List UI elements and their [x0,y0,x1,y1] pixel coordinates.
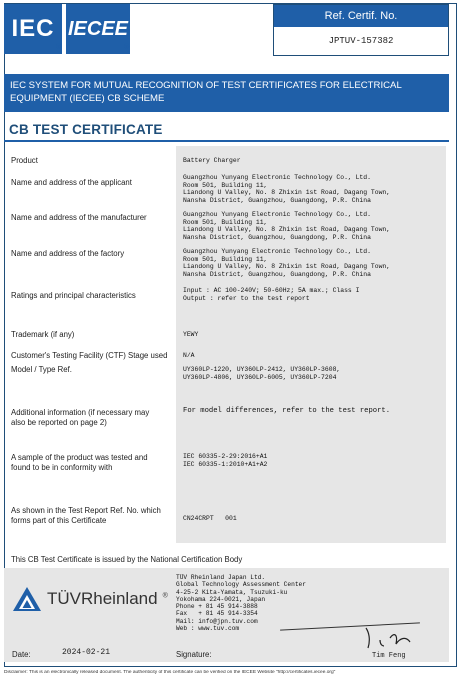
iecee-logo: IECEE [66,4,130,54]
issued-statement: This CB Test Certificate is issued by the National Certification Body [11,555,243,564]
date-value: 2024-02-21 [62,648,111,657]
model-label: Model / Type Ref. [11,365,72,374]
signer-name: Tim Feng [372,652,406,660]
trademark-value: YEWY [183,331,199,338]
test-report-value: CN24CRPT 001 [183,515,237,522]
additional-info-value: For model differences, refer to the test report. [183,407,391,415]
registered-mark-icon: ® [162,592,168,600]
factory-value: Guangzhou Yunyang Electronic Technology Co., Ltd. Room 501, Building 11, Liandong U Valley, No. 8 Zhixin 1st Road, Dagang Town, Nansha District, Guangzhou, Guangdong, P.R. China [183,248,391,278]
applicant-label: Name and address of the applicant [11,178,132,187]
product-value: Battery Charger [183,157,241,164]
product-label: Product [11,156,38,165]
ref-certificate-box [273,4,449,56]
trademark-label: Trademark (if any) [11,330,75,339]
manufacturer-label: Name and address of the manufacturer [11,213,147,222]
data-panel [176,146,446,543]
registered-mark-icon: ® [56,44,62,51]
certificate-title: CB TEST CERTIFICATE [9,122,163,137]
manufacturer-value: Guangzhou Yunyang Electronic Technology Co., Ltd. Room 501, Building 11, Liandong U Valley, No. 8 Zhixin 1st Road, Dagang Town, Nansha District, Guangzhou, Guangdong, P.R. China [183,211,391,241]
registered-mark-icon: ® [124,44,130,51]
factory-label: Name and address of the factory [11,249,125,258]
ctf-value: N/A [183,352,195,359]
additional-info-label: Additional information (if necessary may also be reported on page 2) [11,408,150,427]
model-value: UY360LP-1220, UY360LP-2412, UY360LP-3608, UY360LP-4806, UY360LP-6005, UY360LP-7204 [183,366,341,381]
sample-label: A sample of the product was tested and found to be in conformity with [11,453,148,472]
applicant-value: Guangzhou Yunyang Electronic Technology Co., Ltd. Room 501, Building 11, Liandong U Valley, No. 8 Zhixin 1st Road, Dagang Town, Nansha District, Guangzhou, Guangdong, P.R. China [183,174,391,204]
ctf-label: Customer's Testing Facility (CTF) Stage used [11,351,168,360]
disclaimer-text: Disclaimer: This is an electronically released document. The authenticity of this certificate can be verified on the IECEE Website "http://certificates.iecee.org" [4,670,336,675]
sample-standards-value: IEC 60335-2-29:2016+A1 IEC 60335-1:2010+A1+A2 [183,453,268,468]
signature-label: Signature: [176,650,212,659]
title-divider [4,140,449,142]
ratings-label: Ratings and principal characteristics [11,291,136,300]
test-report-label: As shown in the Test Report Ref. No. which forms part of this Certificate [11,506,161,525]
iec-logo: IEC [4,4,62,54]
scheme-banner: IEC SYSTEM FOR MUTUAL RECOGNITION OF TEST CERTIFICATES FOR ELECTRICAL EQUIPMENT (IECEE) CB SCHEME [4,74,449,112]
handwritten-signature [360,620,420,650]
tuv-logo-text: TÜVRheinland [47,589,158,608]
tuv-triangle-icon [12,586,42,612]
tuv-logo [12,586,168,612]
ref-certificate-label: Ref. Certif. No. [274,5,448,27]
certifier-address: TÜV Rheinland Japan Ltd. Global Technology Assessment Center 4-25-2 Kita-Yamata, Tsuzuki-ku Yokohama 224-0021, Japan Phone + 81 45 914-3888 Fax + 81 45 914-3354 Mail: info@jpn.tuv.com Web : www.tuv.com [176,574,306,633]
ref-certificate-number: JPTUV-157382 [328,36,394,46]
ratings-value: Input : AC 100-240V; 50-60Hz; 5A max.; Class I Output : refer to the test report [183,287,360,302]
date-label: Date: [12,650,31,659]
